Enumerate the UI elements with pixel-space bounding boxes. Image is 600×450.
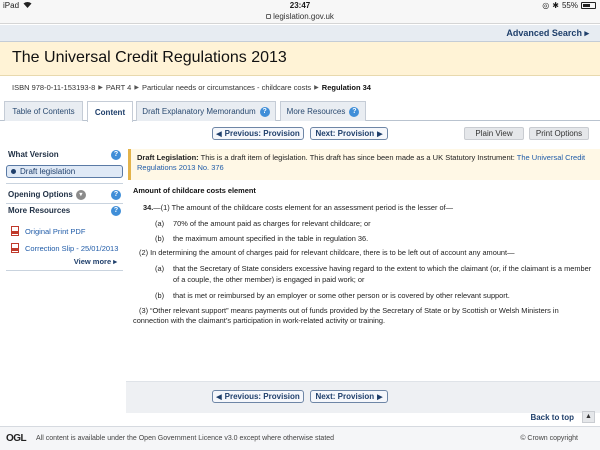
divider [6, 270, 123, 271]
help-icon[interactable]: ? [349, 107, 359, 117]
tab-more-resources[interactable]: More Resources ? [280, 101, 366, 121]
subparagraph-text: 70% of the amount paid as charges for relevant childcare; or [173, 219, 371, 228]
paragraph-1 [133, 203, 595, 213]
battery-icon [581, 2, 596, 9]
previous-provision-button-bottom[interactable]: ◀ Previous: Provision [212, 390, 304, 403]
lock-icon [266, 14, 271, 19]
url-text: legislation.gov.uk [273, 12, 334, 21]
subparagraph-letter: (b) [155, 234, 165, 243]
tab-bar [0, 99, 600, 121]
next-provision-button-bottom[interactable]: Next: Provision ▶ [310, 390, 388, 403]
pdf-icon [11, 243, 19, 253]
draft-legislation-option[interactable]: Draft legislation [6, 165, 123, 178]
notice-label: Draft Legislation: [137, 153, 199, 162]
breadcrumb-part[interactable]: PART 4 [105, 83, 132, 92]
chevron-right-icon: ▶ [314, 85, 319, 91]
licence-text: All content is available under the Open Government Licence v3.0 except where otherwise stated [36, 435, 335, 442]
plain-view-button[interactable]: Plain View [464, 127, 524, 140]
chevron-right-icon: ▶ [98, 85, 103, 91]
print-options-button[interactable]: Print Options [529, 127, 589, 140]
breadcrumb [12, 83, 371, 92]
paragraph-text: —(1) The amount of the childcare costs element for an assessment period is the lesser of— [153, 203, 454, 212]
section-heading: Amount of childcare costs element [133, 186, 256, 195]
clock: 23:47 [289, 1, 311, 10]
regulation-number: 34. [143, 203, 154, 212]
chevron-right-icon: ▶ [134, 85, 139, 91]
original-print-pdf-link[interactable]: Original Print PDF [11, 226, 85, 236]
breadcrumb-isbn[interactable]: ISBN 978-0-11-153193-8 [12, 83, 96, 92]
title-band [0, 42, 600, 76]
ogl-logo[interactable]: OGL [6, 433, 27, 444]
tab-content[interactable]: Content [87, 101, 133, 122]
subparagraph-text: of a couple, the other member) is engaged in paid work; or [173, 275, 365, 284]
expand-icon[interactable]: ▾ [76, 190, 86, 200]
correction-slip-link[interactable]: Correction Slip - 25/01/2013 [11, 243, 118, 253]
subparagraph-letter: (b) [155, 291, 165, 300]
chevron-right-icon: ▸ [584, 28, 589, 38]
draft-legislation-notice [128, 149, 600, 180]
subparagraph-text: that is met or reimbursed by an employer or some other person or is covered by other relevant support. [173, 291, 510, 300]
footer [0, 426, 600, 450]
paragraph-3: (3) “Other relevant support” means payments out of funds provided by the Secretary of State or by Scottish or Welsh Ministers in [139, 306, 559, 315]
advanced-search-link[interactable]: Advanced Search ▸ [506, 28, 589, 38]
chevron-right-icon: ▸ [113, 257, 117, 266]
url-bar[interactable] [0, 11, 600, 24]
subparagraph-text: that the Secretary of State considers excessive having regard to the extent to which the claimant (or, if the claimant is a member [173, 264, 592, 273]
chevron-left-icon: ◀ [216, 130, 222, 138]
view-more-link[interactable]: View more ▸ [73, 257, 117, 266]
subparagraph-letter: (a) [155, 219, 165, 228]
radio-selected-icon [11, 169, 16, 174]
divider [6, 203, 123, 204]
copyright-text: © Crown copyright [520, 435, 578, 442]
paragraph-2: (2) In determining the amount of charges paid for relevant childcare, there is to be left out of account any amount— [139, 248, 515, 257]
more-resources-heading: More Resources [8, 206, 71, 215]
what-version-heading: What Version [8, 150, 59, 159]
page-title: The Universal Credit Regulations 2013 [12, 49, 287, 66]
divider [6, 183, 123, 184]
notice-text: This is a draft item of legislation. This draft has since been made as a UK Statutory Instrument: [200, 153, 515, 162]
help-icon[interactable]: ? [260, 107, 270, 117]
opening-options-heading[interactable]: Opening Options ▾ [8, 190, 86, 200]
arrow-up-icon[interactable]: ▲ [582, 411, 595, 423]
tab-draft-explanatory-memorandum[interactable]: Draft Explanatory Memorandum ? [136, 101, 276, 121]
breadcrumb-section[interactable]: Particular needs or circumstances - childcare costs [141, 83, 312, 92]
chevron-left-icon: ◀ [216, 393, 222, 401]
back-to-top-link[interactable]: Back to top [530, 413, 574, 422]
ios-status-bar [0, 0, 600, 11]
location-icon: ◎ [542, 1, 550, 10]
device-label: iPad [3, 1, 20, 10]
pdf-icon [11, 226, 19, 236]
chevron-right-icon: ▶ [377, 130, 383, 138]
help-icon[interactable]: ? [111, 150, 121, 160]
made-instrument-link[interactable]: The Universal Credit Regulations 2013 No. 376 [137, 153, 586, 172]
bluetooth-icon: ✱ [552, 1, 559, 10]
subparagraph-letter: (a) [155, 264, 165, 273]
breadcrumb-current: Regulation 34 [321, 83, 371, 92]
previous-provision-button[interactable]: ◀ Previous: Provision [212, 127, 304, 140]
battery-percent: 55% [561, 1, 578, 10]
site-header [0, 25, 600, 42]
paragraph-3-continuation: connection with the claimant’s participation in work-related activity or training. [133, 316, 386, 325]
help-icon[interactable]: ? [111, 206, 121, 216]
chevron-right-icon: ▶ [377, 393, 383, 401]
subparagraph-text: the maximum amount specified in the table in regulation 36. [173, 234, 369, 243]
next-provision-button[interactable]: Next: Provision ▶ [310, 127, 388, 140]
tab-table-of-contents[interactable]: Table of Contents [4, 101, 83, 121]
help-icon[interactable]: ? [111, 190, 121, 200]
